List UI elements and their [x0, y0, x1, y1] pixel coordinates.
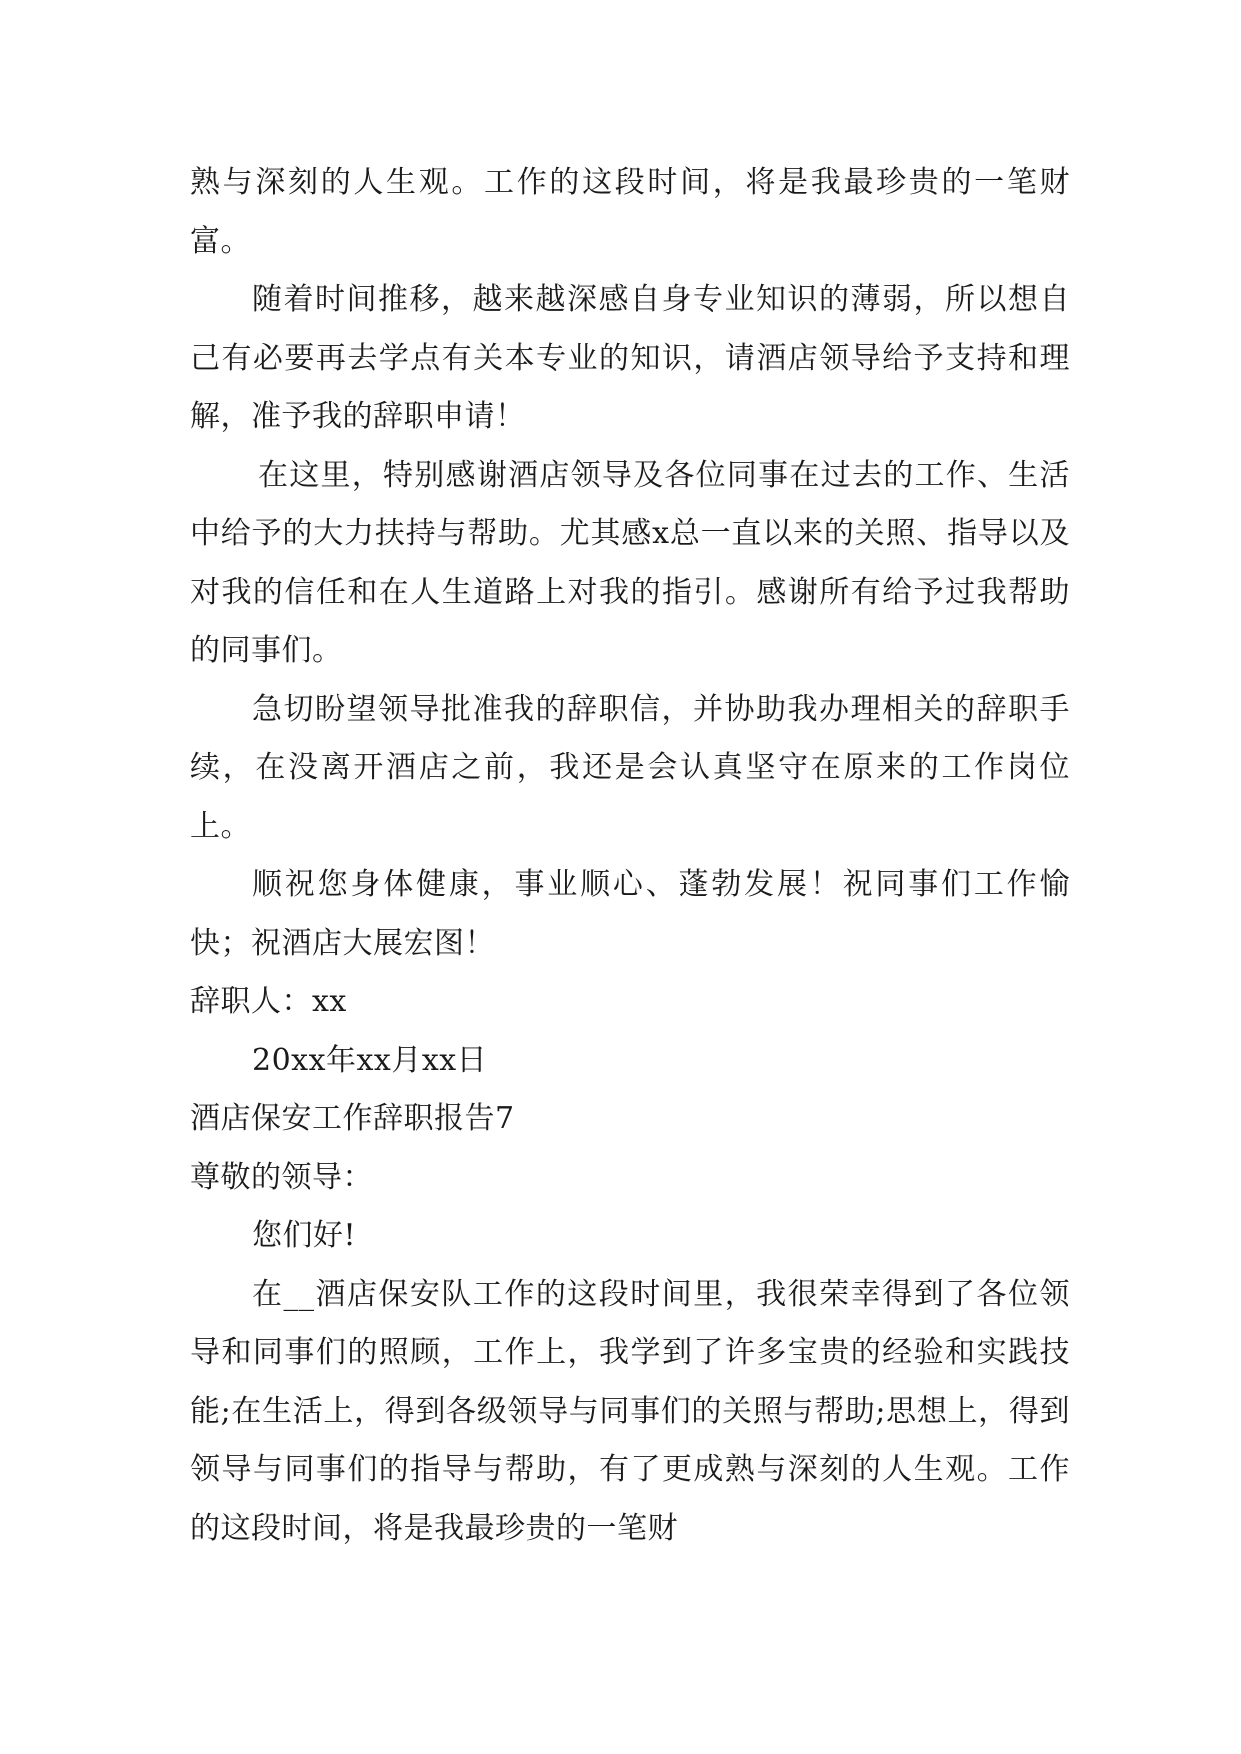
- salutation: 尊敬的领导：: [190, 1159, 373, 1195]
- section-title: 酒店保安工作辞职报告7: [190, 1101, 515, 1136]
- document-body: [190, 154, 1070, 1558]
- paragraph-body: 在__酒店保安队工作的这段时间里，我很荣幸得到了各位领导和同事们的照顾，工作上，我学到了许多宝贵的经验和实践技能;在生活上，得到各级领导与同事们的关照与帮助;思想上，得到领导与同事们的指导与帮助，有了更成熟与深刻的人生观。工作的这段时间，将是我最珍贵的一笔财: [190, 1276, 1070, 1546]
- signature-line: 辞职人：xx: [190, 984, 347, 1019]
- date-line: 20xx年xx月xx日: [252, 1042, 488, 1078]
- paragraph-thanks: 在这里，特别感谢酒店领导及各位同事在过去的工作、生活中给予的大力扶持与帮助。尤其感x总一直以来的关照、指导以及对我的信任和在人生道路上对我的指引。感谢所有给予过我帮助的同事们。: [190, 457, 1070, 668]
- paragraph-study-reason: 随着时间推移，越来越深感自身专业知识的薄弱，所以想自己有必要再去学点有关本专业的知识，请酒店领导给予支持和理解，准予我的辞职申请！: [190, 282, 1070, 434]
- paragraph-continuation: 熟与深刻的人生观。工作的这段时间，将是我最珍贵的一笔财富。: [190, 165, 1070, 259]
- greeting: 您们好!: [252, 1218, 357, 1253]
- paragraph-request: 急切盼望领导批准我的辞职信，并协助我办理相关的辞职手续，在没离开酒店之前，我还是会认真坚守在原来的工作岗位上。: [190, 691, 1070, 844]
- paragraph-wishes: 顺祝您身体健康，事业顺心、蓬勃发展！祝同事们工作愉快；祝酒店大展宏图！: [190, 867, 1070, 961]
